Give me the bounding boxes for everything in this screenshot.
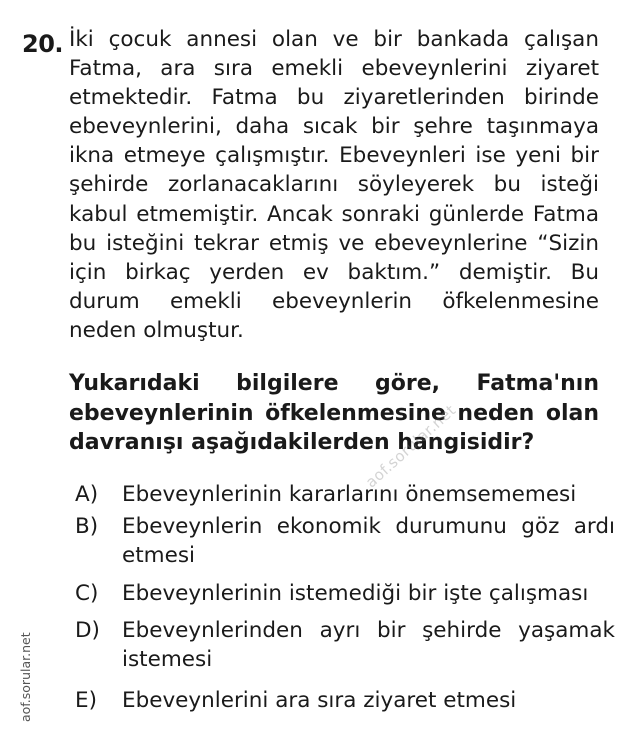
watermark-diagonal: aof.sorular.net: [362, 401, 460, 492]
option-e[interactable]: [75, 686, 615, 715]
option-b[interactable]: [75, 512, 615, 570]
option-text: Ebeveynlerinin kararlarını önemsememesi: [122, 482, 577, 507]
option-letter: D): [75, 617, 100, 643]
question-stem: İki çocuk annesi olan ve bir bankada çalışan Fatma, ara sıra emekli ebeveynlerini ziyaret etmektedir. Fatma bu ziyaretlerinden birinde ebeveynlerini, daha sıcak bir şehre taşınmaya ikna etmeye çalışmıştır. Ebeveynleri ise yeni bir şehirde zorlanacaklarını söyleyerek bu isteği kabul etmemiştir. Ancak sonraki günlerde Fatma bu isteğini tekrar etmiş ve ebeveynlerine “Sizin için birkaç yerden ev baktım.” demiştir. Bu durum emekli ebeveynlerin öfkelenmesine neden olmuştur.: [69, 27, 599, 343]
option-c[interactable]: [75, 579, 615, 608]
option-text: Ebeveynlerinin istemediği bir işte çalışması: [122, 580, 589, 606]
option-letter: E): [75, 688, 97, 714]
question-prompt: Yukarıdaki bilgilere göre, Fatma'nın ebeveynlerinin öfkelenmesine neden olan davranışı aşağıdakilerden hangisidir?: [69, 371, 599, 455]
option-a[interactable]: [75, 480, 615, 509]
option-letter: C): [75, 580, 99, 606]
option-letter: A): [75, 482, 99, 507]
option-letter: B): [75, 514, 99, 540]
watermark-vertical: aof.sorular.net: [18, 632, 33, 722]
answer-options: [75, 480, 615, 715]
option-text: Ebeveynlerinden ayrı bir şehirde yaşamak istemesi: [122, 617, 615, 673]
option-text: Ebeveynlerin ekonomik durumunu göz ardı etmesi: [122, 514, 615, 569]
question-number: 20.: [22, 30, 64, 58]
option-text: Ebeveynlerini ara sıra ziyaret etmesi: [122, 688, 517, 714]
option-d[interactable]: [75, 616, 615, 674]
